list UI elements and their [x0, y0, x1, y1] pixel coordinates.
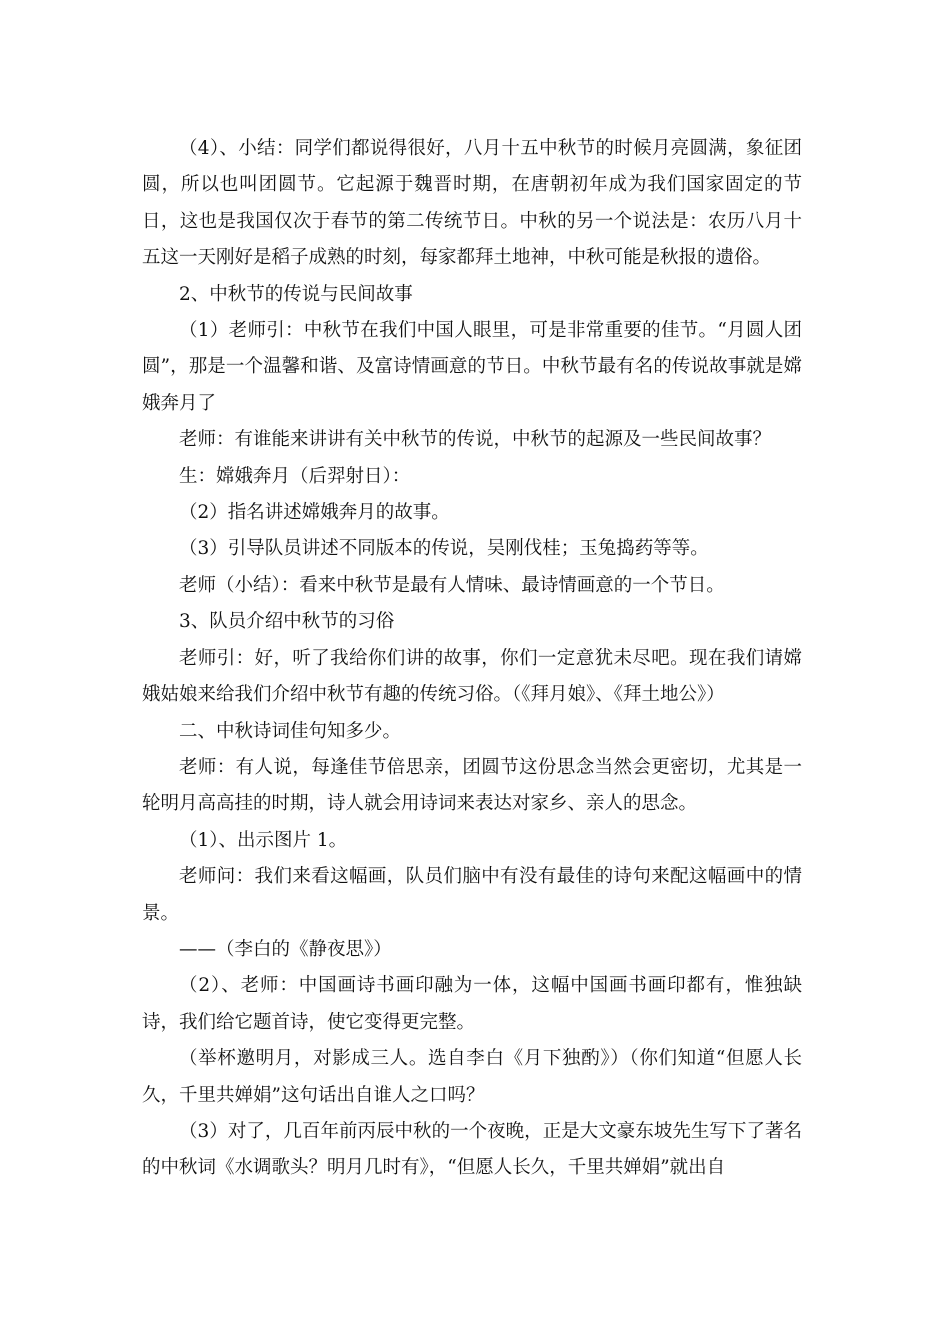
paragraph: （2）指名讲述嫦娥奔月的故事。 — [179, 502, 450, 524]
paragraph: （3）引导队员讲述不同版本的传说，吴刚伐桂；玉兔捣药等等。 — [179, 538, 709, 560]
paragraph: （3）对了，几百年前丙辰中秋的一个夜晚，正是大文豪东坡先生写下了著名的中秋词《水调歌头？明月几时有》，“但愿人长久，千里共婵娟”就出自 — [142, 1120, 802, 1179]
paragraph: ——（李白的《静夜思》） — [179, 938, 392, 960]
paragraph: 老师：有人说，每逢佳节倍思亲，团圆节这份思念当然会更密切，尤其是一轮明月高高挂的时期，诗人就会用诗词来表达对家乡、亲人的思念。 — [142, 756, 802, 815]
section-heading: 二、中秋诗词佳句知多少。 — [179, 720, 402, 742]
paragraph: 生：嫦娥奔月（后羿射日）： — [179, 465, 411, 487]
section-heading: 3、队员介绍中秋节的习俗 — [179, 611, 395, 633]
paragraph: 老师问：我们来看这幅画，队员们脑中有没有最佳的诗句来配这幅画中的情景。 — [142, 866, 802, 924]
paragraph: （1）、出示图片 1。 — [179, 829, 348, 851]
section-heading: 2、中秋节的传说与民间故事 — [179, 283, 413, 305]
document-body — [142, 131, 802, 1187]
paragraph: （举杯邀明月，对影成三人。选自李白《月下独酌》）（你们知道“但愿人长久，千里共婵娟”这句话出自谁人之口吗？ — [142, 1048, 802, 1106]
paragraph: （4）、小结：同学们都说得很好，八月十五中秋节的时候月亮圆满，象征团圆，所以也叫团圆节。它起源于魏晋时期，在唐朝初年成为我们国家固定的节日，这也是我国仅次于春节的第二传统节日。中秋的另一个说法是：农历八月十五这一天刚好是稻子成熟的时刻，每家都拜土地神，中秋可能是秋报的遗俗。 — [142, 138, 802, 269]
paragraph: （1）老师引：中秋节在我们中国人眼里，可是非常重要的佳节。“月圆人团圆”，那是一个温馨和谐、及富诗情画意的节日。中秋节最有名的传说故事就是嫦娥奔月了 — [142, 320, 802, 414]
paragraph: 老师（小结）：看来中秋节是最有人情味、最诗情画意的一个节日。 — [179, 574, 725, 596]
paragraph: 老师引：好，听了我给你们讲的故事，你们一定意犹未尽吧。现在我们请嫦娥姑娘来给我们介绍中秋节有趣的传统习俗。（《拜月娘》、《拜土地公》） — [142, 647, 802, 706]
paragraph: 老师：有谁能来讲讲有关中秋节的传说，中秋节的起源及一些民间故事？ — [179, 429, 772, 451]
paragraph: （2）、老师：中国画诗书画印融为一体，这幅中国画书画印都有，惟独缺诗，我们给它题首诗，使它变得更完整。 — [142, 975, 802, 1033]
